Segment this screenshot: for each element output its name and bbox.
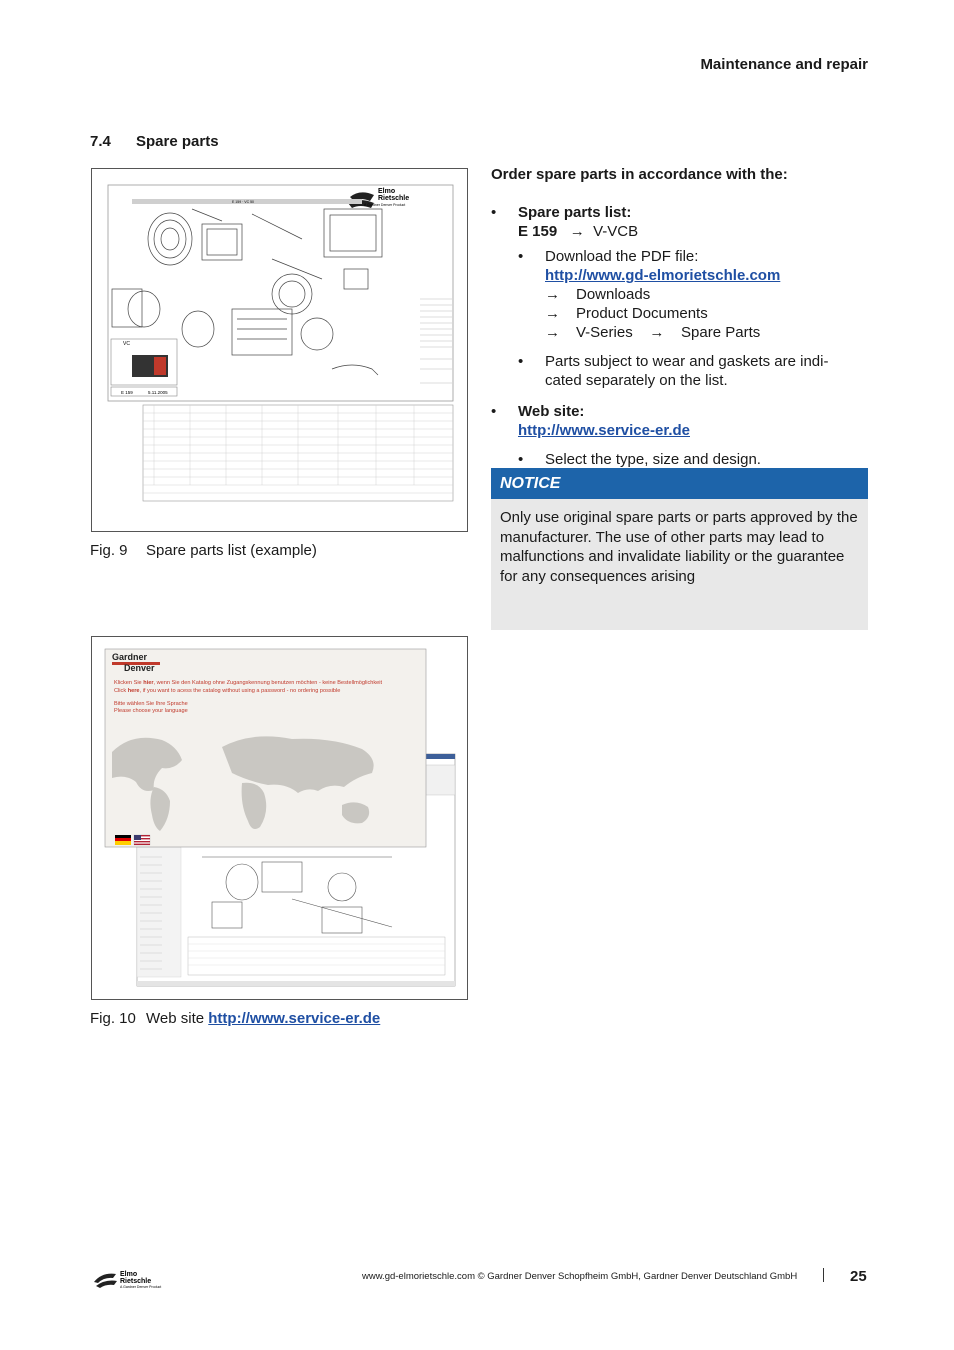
download-item <box>518 247 868 342</box>
figure-9-label: Fig. 9 <box>90 542 128 559</box>
bullet-dot: • <box>491 204 497 221</box>
section-number: 7.4 <box>90 133 111 150</box>
header-title: Maintenance and repair <box>700 56 868 73</box>
wear-parts-line2: cated separately on the list. <box>545 372 728 389</box>
elmo-rietschle-logo-icon <box>92 1268 172 1290</box>
spare-parts-list-label: Spare parts list: <box>518 204 632 221</box>
right-arrow-icon: → <box>545 305 560 322</box>
figure-website <box>91 636 468 1000</box>
bullet-dot: • <box>518 248 524 265</box>
doc-brand-sub: A Gardner Denver Product <box>364 203 406 207</box>
wear-parts-item <box>518 352 868 390</box>
figure-9-caption <box>90 542 317 559</box>
bullet-dot: • <box>491 403 497 420</box>
spare-parts-list-item <box>491 203 868 390</box>
doc-code: E 159 · VC 50 <box>232 200 254 204</box>
notice-body: Only use original spare parts or parts approved by the manufacturer. The use of other parts may lead to malfunctions and invalidate liability or the guarantee for any consequences arising <box>491 499 868 630</box>
download-text: Download the PDF file: <box>545 248 699 265</box>
figure-spare-parts-list <box>91 168 468 532</box>
path-v-series: V-Series <box>576 324 633 341</box>
web-site-label: Web site: <box>518 403 585 420</box>
spare-parts-drawing <box>92 169 467 531</box>
site-brand-line2: Denver <box>124 663 155 673</box>
order-instructions <box>491 165 868 473</box>
footer-text <box>362 1271 797 1282</box>
doc-date: 5.11.2005 <box>148 390 168 395</box>
notice-title: NOTICE <box>491 468 868 499</box>
site-line-german[interactable]: Klicken Sie hier, wenn Sie den Katalog ohne Zugangskennung benutzen möchten - keine Bestellmöglichkeit <box>114 680 383 686</box>
bullet-dot: • <box>518 451 524 468</box>
footer-logo <box>92 1268 172 1295</box>
right-arrow-icon: → <box>569 223 585 240</box>
doc-brand-line1: Elmo <box>378 188 396 195</box>
site-line-english[interactable]: Click here, if you want to acess the catalog without using a password - no ordering possible <box>114 688 341 694</box>
footer-copyright: © Gardner Denver Schopfheim GmbH, Gardner Denver Deutschland GmbH <box>477 1271 798 1282</box>
footer-logo-sub: A Gardner Denver Product <box>120 1285 162 1289</box>
path-downloads: Downloads <box>576 286 651 303</box>
doc-brand-line2: Rietschle <box>378 195 410 202</box>
right-arrow-icon: → <box>649 324 665 341</box>
bullet-dot: • <box>518 353 524 370</box>
service-er-link[interactable]: http://www.service-er.de <box>518 422 690 439</box>
service-er-link-caption[interactable]: http://www.service-er.de <box>208 1010 381 1027</box>
select-type-text: Select the type, size and design. <box>545 451 761 468</box>
select-type-item <box>518 450 868 469</box>
wear-parts-line1: Parts subject to wear and gaskets are indi- <box>545 353 829 370</box>
site-brand-line1: Gardner <box>112 652 148 662</box>
section-title: Spare parts <box>136 133 219 150</box>
gd-elmorietschle-link[interactable]: http://www.gd-elmorietschle.com <box>545 267 781 284</box>
footer-separator <box>823 1268 824 1282</box>
figure-9-caption-text: Spare parts list (example) <box>146 542 317 559</box>
doc-id: E 159 <box>121 390 133 395</box>
footer-logo-line1: Elmo <box>120 1271 138 1278</box>
page-number: 25 <box>850 1268 867 1285</box>
spare-parts-list-target: V-VCB <box>593 223 639 240</box>
footer-url[interactable]: www.gd-elmorietschle.com <box>362 1271 475 1282</box>
site-language-en: Please choose your language <box>114 708 188 714</box>
path-spare-parts: Spare Parts <box>681 324 761 341</box>
web-site-item <box>491 402 868 469</box>
figure-10-caption <box>90 1010 380 1027</box>
doc-model-tag: VC <box>123 341 130 347</box>
us-flag-icon[interactable] <box>134 835 150 845</box>
site-language-de: Bitte wählen Sie Ihre Sprache <box>114 701 188 707</box>
right-arrow-icon: → <box>545 286 560 303</box>
path-product-documents: Product Documents <box>576 305 708 322</box>
figure-10-caption-prefix: Web site <box>146 1010 205 1027</box>
order-heading: Order spare parts in accordance with the: <box>491 166 788 183</box>
right-arrow-icon: → <box>545 324 560 341</box>
footer-logo-line2: Rietschle <box>120 1278 152 1285</box>
website-screenshot <box>92 637 467 999</box>
spare-parts-list-code: E 159 <box>518 223 558 240</box>
figure-10-label: Fig. 10 <box>90 1010 136 1027</box>
